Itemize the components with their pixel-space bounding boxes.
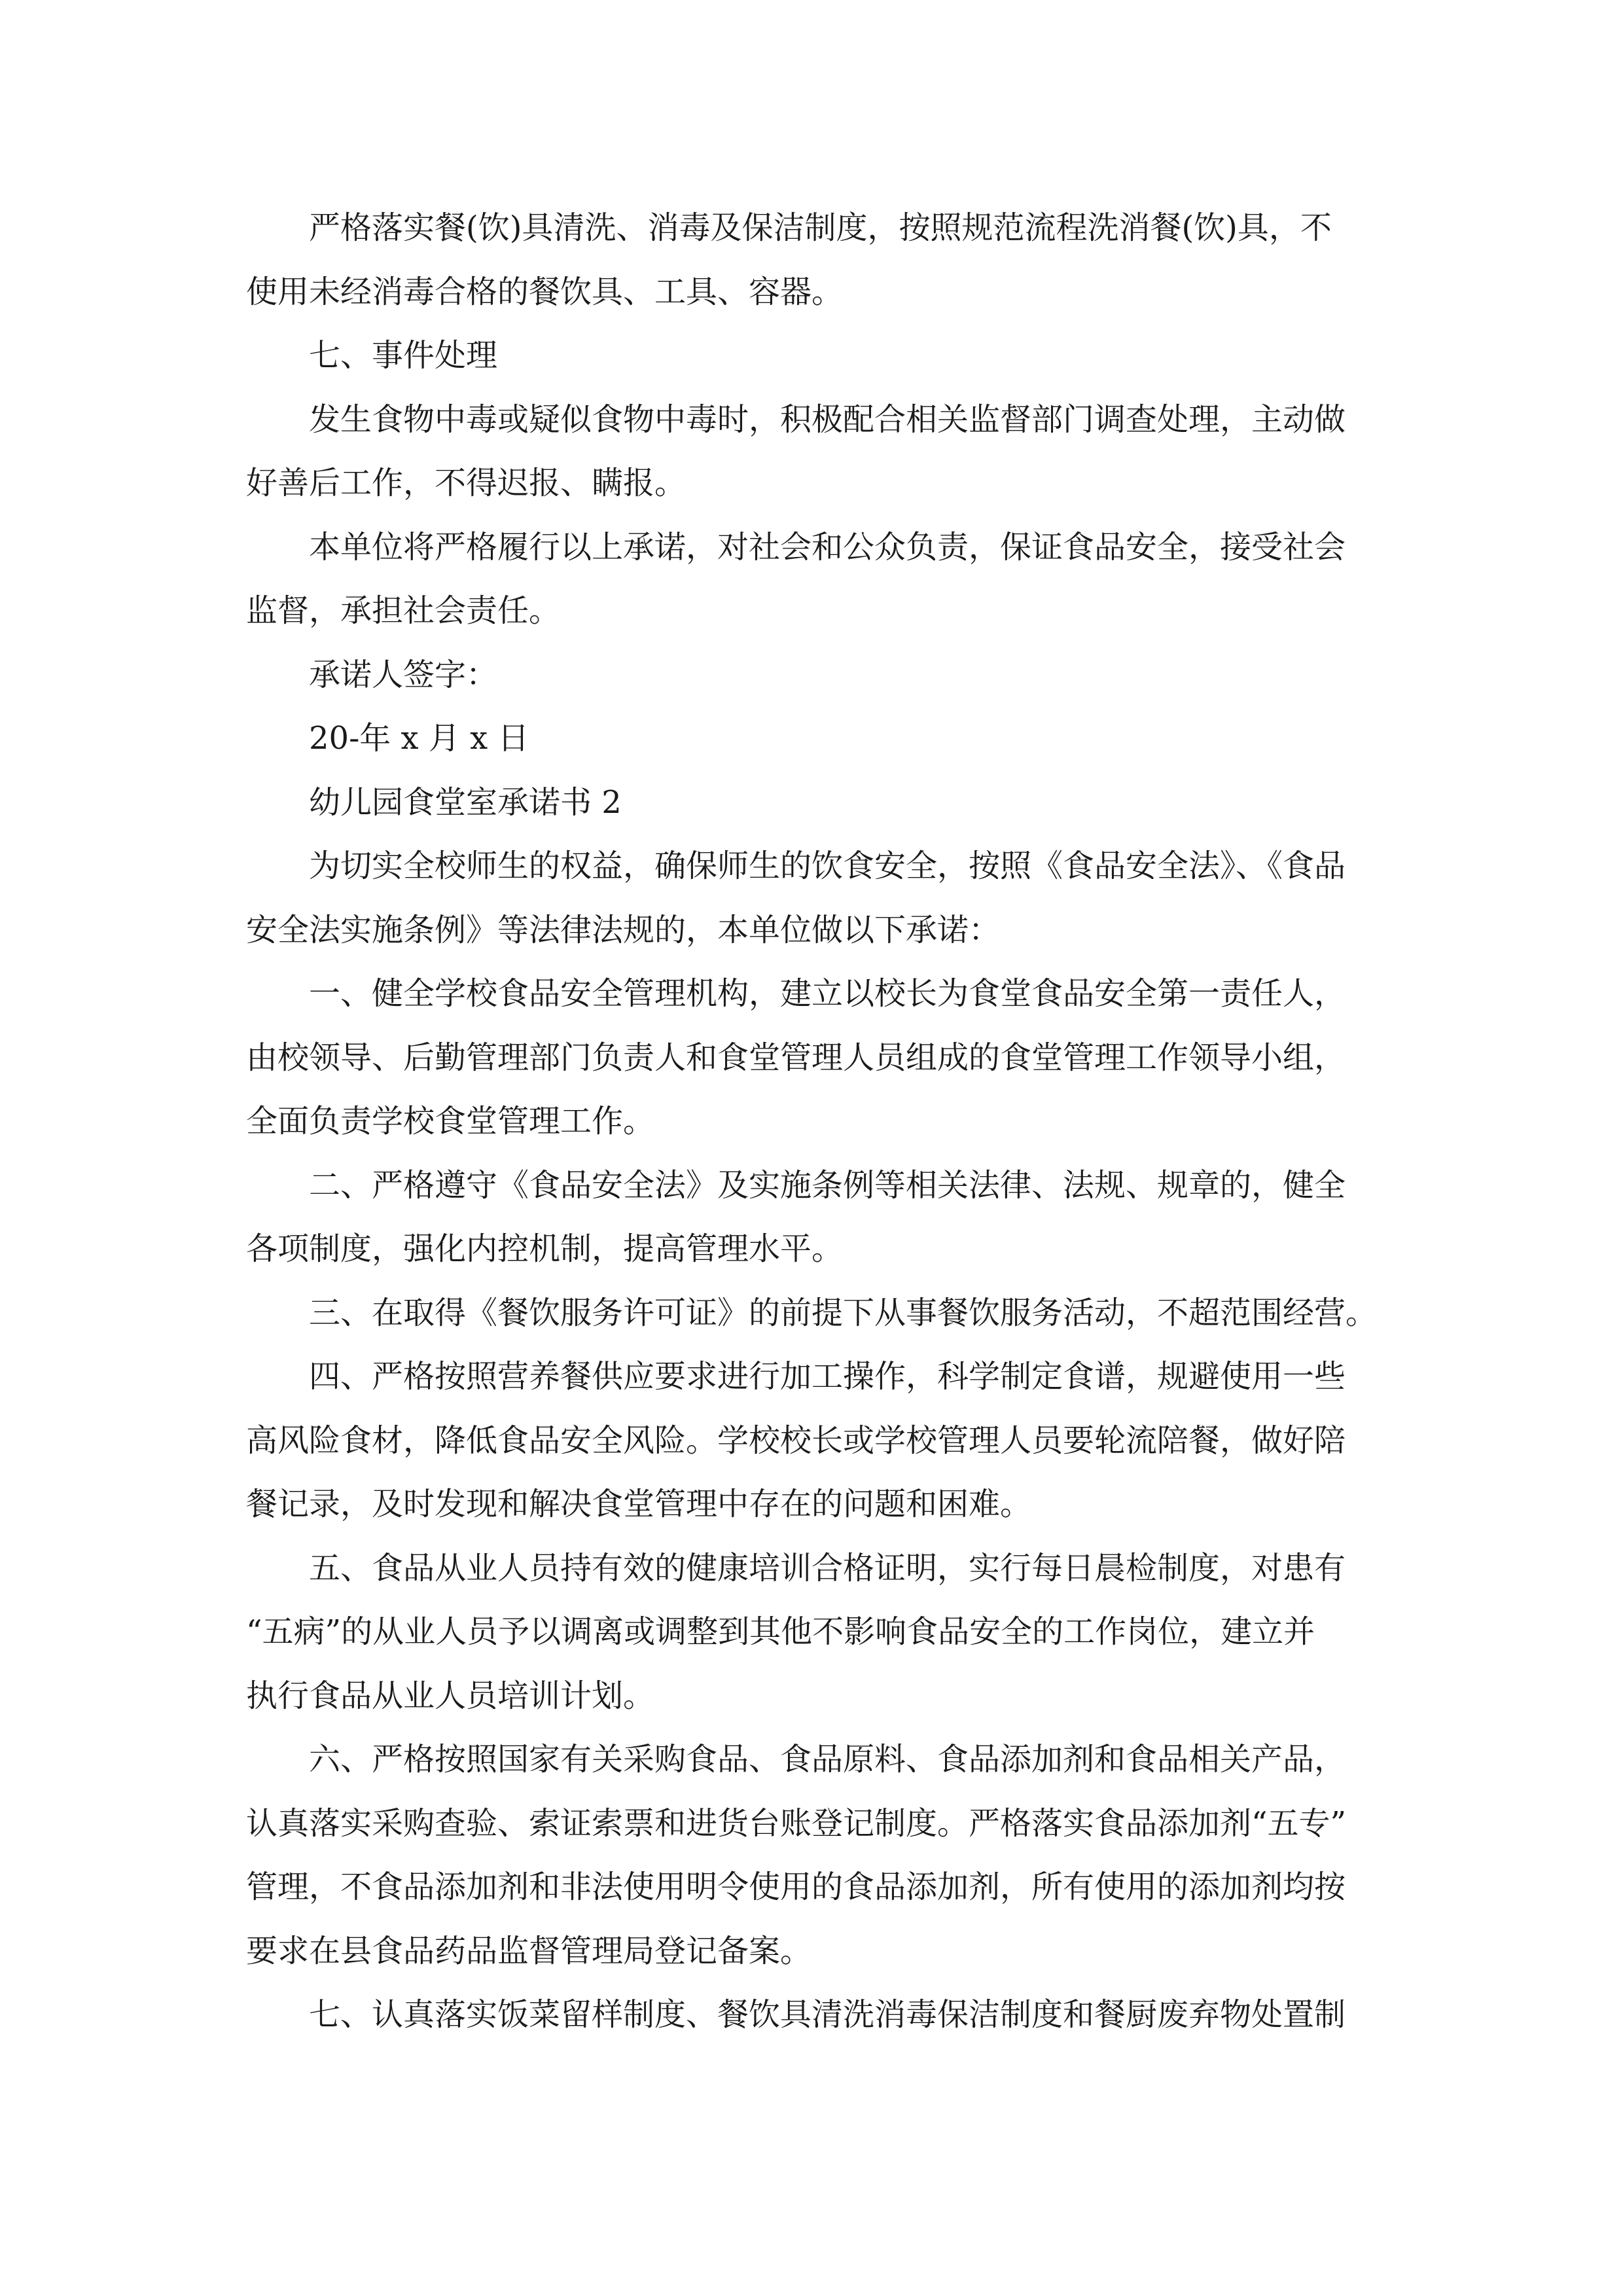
document-body xyxy=(246,196,1377,2047)
paragraph xyxy=(246,643,1377,708)
paragraph-line: 为切实全校师生的权益，确保师生的饮食安全，按照《食品安全法》、《食品 xyxy=(309,848,1346,884)
paragraph-line: 一、健全学校食品安全管理机构，建立以校长为食堂食品安全第一责任人， xyxy=(309,975,1346,1012)
paragraph xyxy=(246,707,1377,771)
paragraph-line: 七、认真落实饭菜留样制度、餐饮具清洗消毒保洁制度和餐厨废弃物处置制 xyxy=(309,1996,1346,2033)
paragraph-line: 使用未经消毒合格的餐饮具、工具、容器。 xyxy=(246,273,844,310)
paragraph xyxy=(246,1728,1377,1983)
paragraph-line: 各项制度，强化内控机制，提高管理水平。 xyxy=(246,1230,844,1267)
paragraph xyxy=(246,1345,1377,1537)
paragraph-line: 执行食品从业人员培训计划。 xyxy=(246,1677,655,1714)
paragraph-line: 餐记录，及时发现和解决食堂管理中存在的问题和困难。 xyxy=(246,1486,1032,1522)
paragraph-line: 好善后工作，不得迟报、瞒报。 xyxy=(246,465,687,501)
paragraph xyxy=(246,771,1377,835)
paragraph-line: 高风险食材，降低食品安全风险。学校校长或学校管理人员要轮流陪餐，做好陪 xyxy=(246,1422,1346,1459)
paragraph-line: 要求在县食品药品监督管理局登记备案。 xyxy=(246,1932,812,1969)
paragraph-line: 四、严格按照营养餐供应要求进行加工操作，科学制定食谱，规避使用一些 xyxy=(309,1358,1346,1395)
paragraph-line: 发生食物中毒或疑似食物中毒时，积极配合相关监督部门调查处理，主动做 xyxy=(309,401,1346,438)
paragraph-line: 二、严格遵守《食品安全法》及实施条例等相关法律、法规、规章的，健全 xyxy=(309,1166,1346,1204)
paragraph-line: 三、在取得《餐饮服务许可证》的前提下从事餐饮服务活动，不超范围经营。 xyxy=(309,1294,1378,1331)
paragraph-line: 本单位将严格履行以上承诺，对社会和公众负责，保证食品安全，接受社会 xyxy=(309,528,1346,565)
paragraph-line: 20-年 x 月 x 日 xyxy=(309,720,529,757)
paragraph xyxy=(246,196,1377,324)
paragraph-line: 严格落实餐(饮)具清洗、消毒及保洁制度，按照规范流程洗消餐(饮)具，不 xyxy=(309,209,1332,246)
paragraph-line: 五、食品从业人员持有效的健康培训合格证明，实行每日晨检制度，对患有 xyxy=(309,1549,1346,1587)
paragraph xyxy=(246,516,1377,643)
paragraph xyxy=(246,834,1377,962)
paragraph-line: 认真落实采购查验、索证索票和进货台账登记制度。严格落实食品添加剂“五专” xyxy=(246,1804,1347,1842)
paragraph-line: 承诺人签字： xyxy=(309,656,498,693)
paragraph-line: 七、事件处理 xyxy=(309,337,498,374)
paragraph-line: “五病”的从业人员予以调离或调整到其他不影响食品安全的工作岗位，建立并 xyxy=(246,1613,1315,1650)
paragraph-line: 全面负责学校食堂管理工作。 xyxy=(246,1103,655,1139)
paragraph-line: 幼儿园食堂室承诺书 2 xyxy=(309,783,622,821)
paragraph-line: 六、严格按照国家有关采购食品、食品原料、食品添加剂和食品相关产品， xyxy=(309,1741,1346,1778)
paragraph xyxy=(246,388,1377,516)
paragraph xyxy=(246,1282,1377,1346)
paragraph xyxy=(246,1154,1377,1282)
paragraph xyxy=(246,1983,1377,2047)
paragraph xyxy=(246,1537,1377,1729)
paragraph-line: 由校领导、后勤管理部门负责人和食堂管理人员组成的食堂管理工作领导小组， xyxy=(246,1039,1346,1076)
paragraph xyxy=(246,962,1377,1154)
paragraph xyxy=(246,324,1377,388)
paragraph-line: 管理，不食品添加剂和非法使用明令使用的食品添加剂，所有使用的添加剂均按 xyxy=(246,1869,1346,1905)
paragraph-line: 监督，承担社会责任。 xyxy=(246,592,561,629)
paragraph-line: 安全法实施条例》等法律法规的，本单位做以下承诺： xyxy=(246,911,1001,948)
